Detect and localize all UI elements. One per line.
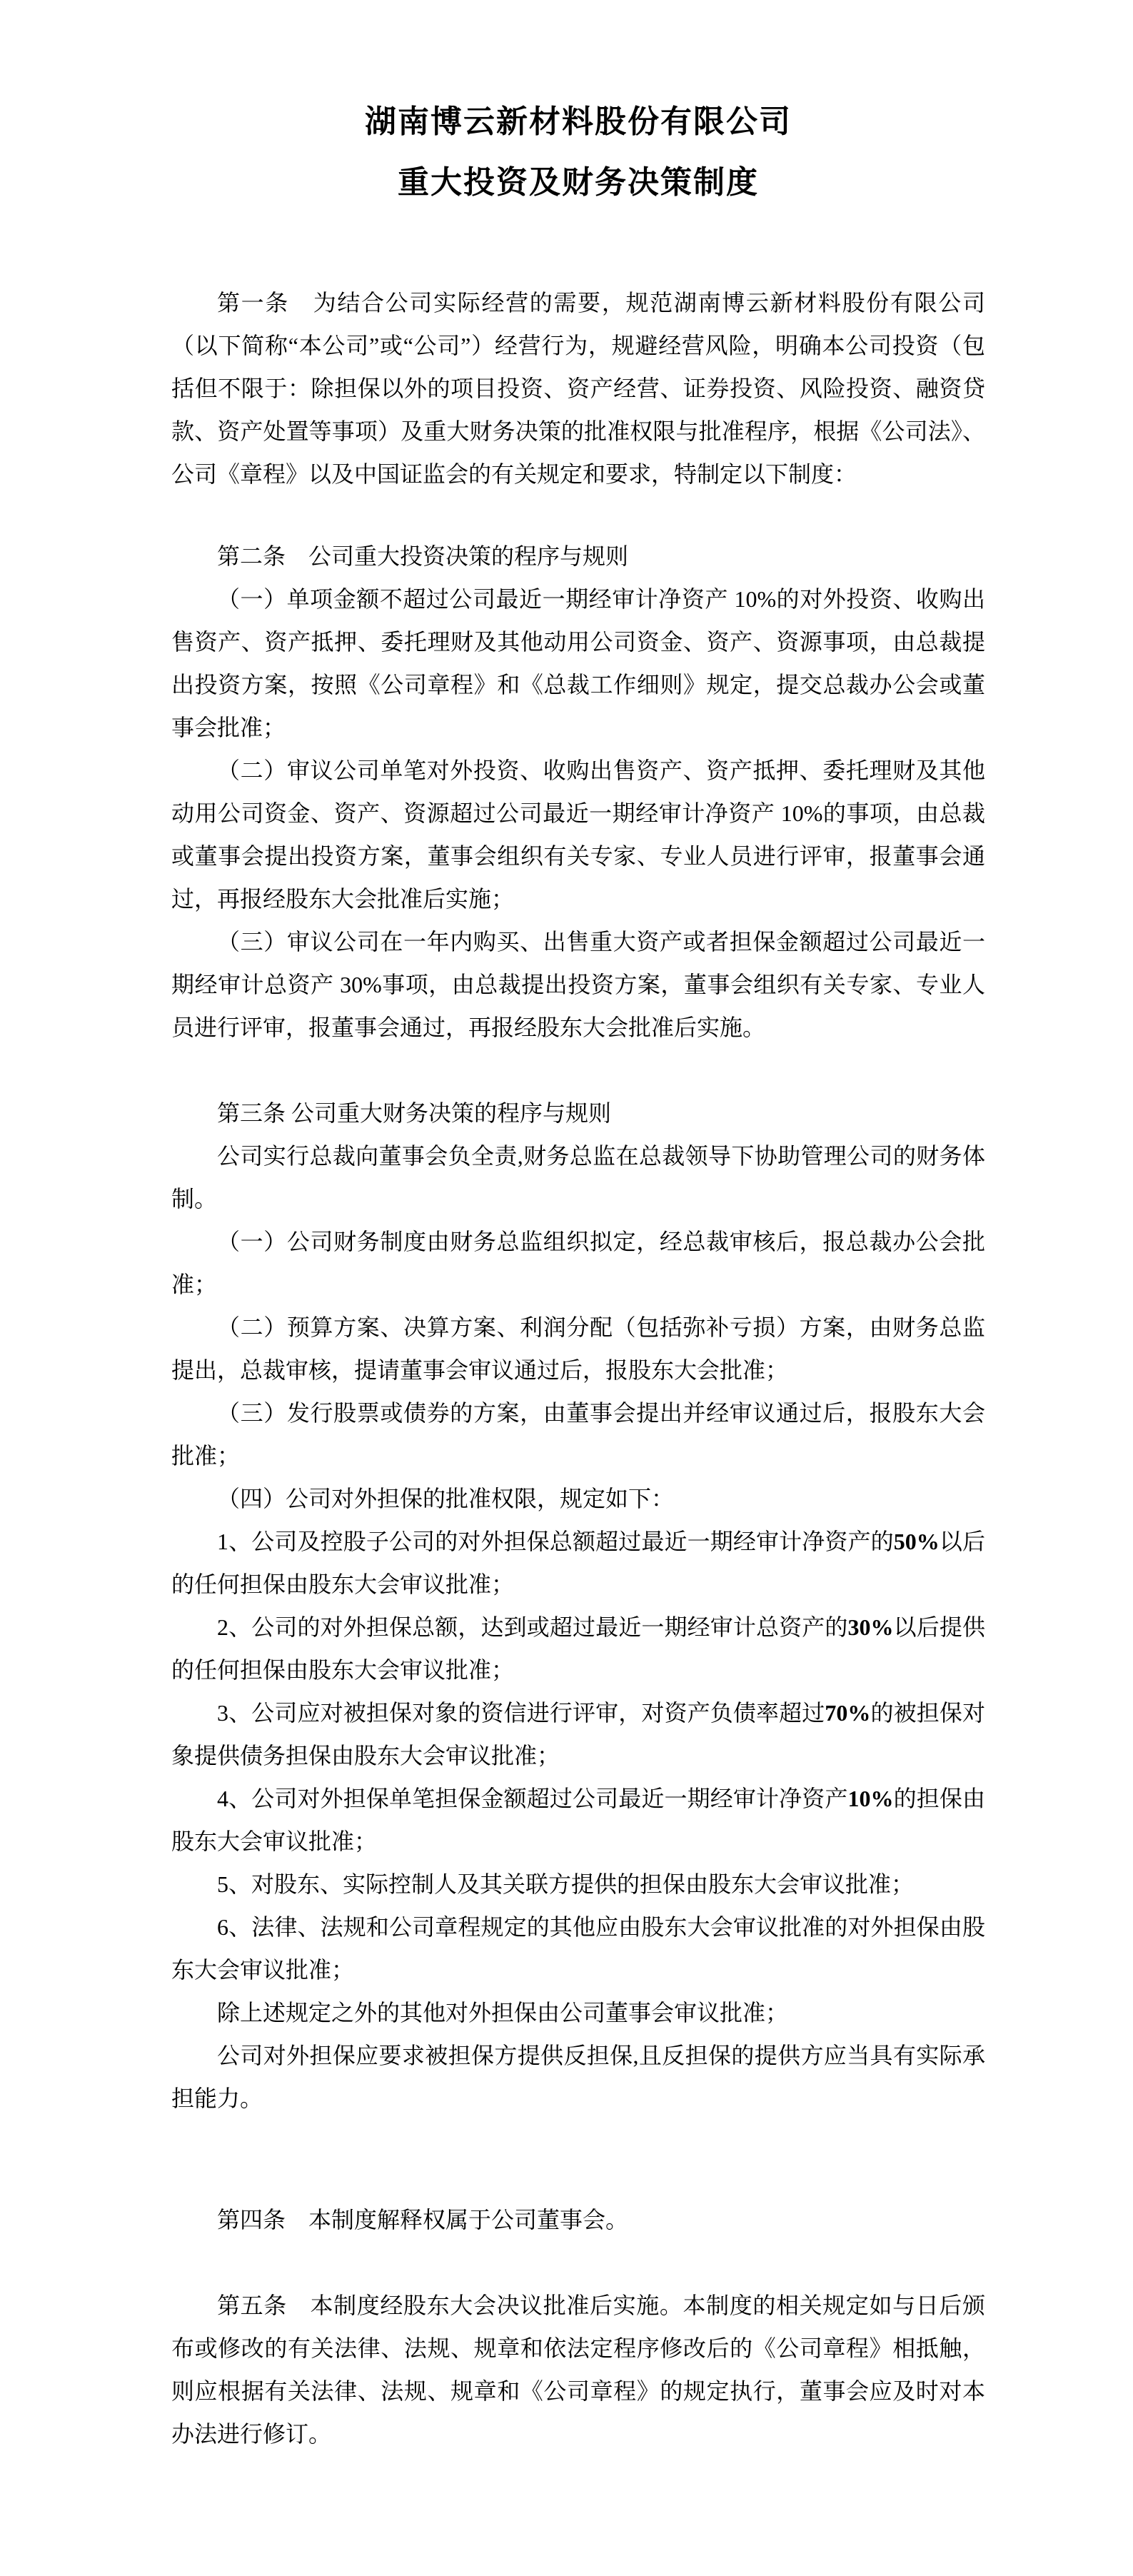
article-1-paragraph: 第一条 为结合公司实际经营的需要，规范湖南博云新材料股份有限公司（以下简称“本公司”或“公司”）经营行为，规避经营风险，明确本公司投资（包括但不限于：除担保以外的项目投资、资产经营、证券投资、风险投资、融资贷款、资产处置等事项）及重大财务决策的批准权限与批准程序，根据《公司法》、公司《章程》以及中国证监会的有关规定和要求，特制定以下制度： — [171, 290, 985, 487]
article-2-item-3: （三）审议公司在一年内购买、出售重大资产或者担保金额超过公司最近一期经审计总资产 30%事项，由总裁提出投资方案，董事会组织有关专家、专业人员进行评审，报董事会通过，再报经股东大会批准后实施。 — [171, 929, 985, 1040]
guarantee-rule-2: 2、公司的对外担保总额，达到或超过最近一期经审计总资产的30%以后提供的任何担保由股东大会审议批准； — [171, 1614, 985, 1683]
article-5-paragraph: 第五条 本制度经股东大会决议批准后实施。本制度的相关规定如与日后颁布或修改的有关法律、法规、规章和依法定程序修改后的《公司章程》相抵触，则应根据有关法律、法规、规章和《公司章程》的规定执行，董事会应及时对本办法进行修订。 — [171, 2293, 985, 2447]
document-title — [171, 91, 985, 213]
guarantee-other-rule: 除上述规定之外的其他对外担保由公司董事会审议批准； — [217, 2000, 789, 2026]
title-company-name: 湖南博云新材料股份有限公司 — [365, 104, 792, 139]
article-3-heading: 第三条 公司重大财务决策的程序与规则 — [217, 1100, 612, 1126]
counter-guarantee-rule: 公司对外担保应要求被担保方提供反担保,且反担保的提供方应当具有实际承担能力。 — [171, 2043, 985, 2111]
article-2-heading: 第二条 公司重大投资决策的程序与规则 — [217, 543, 629, 569]
title-policy-name: 重大投资及财务决策制度 — [398, 165, 759, 200]
article-2-item-2: （二）审议公司单笔对外投资、收购出售资产、资产抵押、委托理财及其他动用公司资金、资产、资源超过公司最近一期经审计净资产 10%的事项，由总裁或董事会提出投资方案，董事会组织有关专家、专业人员进行评审，报董事会通过，再报经股东大会批准后实施； — [171, 758, 985, 912]
guarantee-rule-6: 6、法律、法规和公司章程规定的其他应由股东大会审议批准的对外担保由股东大会审议批准； — [171, 1914, 985, 1983]
article-3-intro: 公司实行总裁向董事会负全责,财务总监在总裁领导下协助管理公司的财务体制。 — [171, 1143, 985, 1212]
article-3-item-3: （三）发行股票或债券的方案，由董事会提出并经审议通过后，报股东大会批准； — [171, 1400, 985, 1469]
guarantee-rule-1: 1、公司及控股子公司的对外担保总额超过最近一期经审计净资产的50%以后的任何担保由股东大会审议批准； — [171, 1529, 985, 1597]
article-2-item-1: （一）单项金额不超过公司最近一期经审计净资产 10%的对外投资、收购出售资产、资产抵押、委托理财及其他动用公司资金、资产、资源事项，由总裁提出投资方案，按照《公司章程》和《总裁工作细则》规定，提交总裁办公会或董事会批准； — [171, 586, 985, 740]
guarantee-rule-3: 3、公司应对被担保对象的资信进行评审，对资产负债率超过70%的被担保对象提供债务担保由股东大会审议批准； — [171, 1700, 985, 1769]
article-3-item-1: （一）公司财务制度由财务总监组织拟定，经总裁审核后，报总裁办公会批准； — [171, 1229, 985, 1297]
article-3-item-4: （四）公司对外担保的批准权限，规定如下： — [217, 1486, 675, 1511]
guarantee-rule-5: 5、对股东、实际控制人及其关联方提供的担保由股东大会审议批准； — [217, 1871, 915, 1897]
article-4-paragraph: 第四条 本制度解释权属于公司董事会。 — [217, 2207, 629, 2233]
guarantee-rule-4: 4、公司对外担保单笔担保金额超过公司最近一期经审计净资产10%的担保由股东大会审议批准； — [171, 1786, 985, 1854]
article-3-item-2: （二）预算方案、决算方案、利润分配（包括弥补亏损）方案，由财务总监提出，总裁审核，提请董事会审议通过后，报股东大会批准； — [171, 1314, 985, 1383]
